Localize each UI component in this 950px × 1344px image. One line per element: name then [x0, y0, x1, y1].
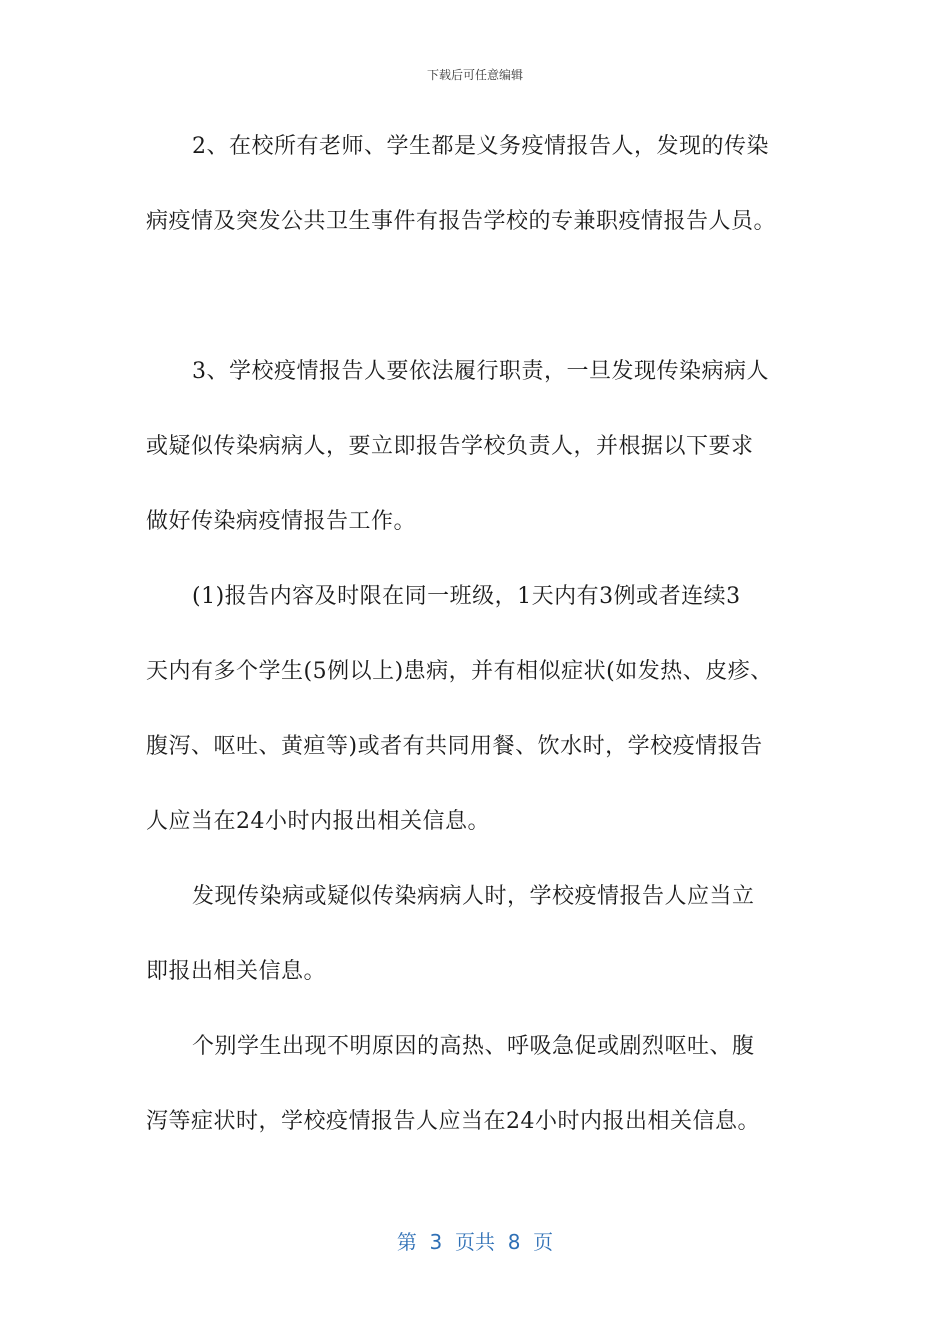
paragraph-line: 泻等症状时，学校疫情报告人应当在24小时内报出相关信息。: [146, 1109, 760, 1134]
paragraph-line: 做好传染病疫情报告工作。: [146, 509, 417, 534]
paragraph-line: 病疫情及突发公共卫生事件有报告学校的专兼职疫情报告人员。: [146, 209, 777, 234]
paragraph-line: 人应当在24小时内报出相关信息。: [146, 809, 490, 834]
paragraph-line: (1)报告内容及时限在同一班级，1天内有3例或者连续3: [192, 584, 741, 609]
page-number: 第 3 页共 8 页: [396, 1230, 554, 1254]
paragraph-line: 或疑似传染病病人，要立即报告学校负责人，并根据以下要求: [146, 434, 754, 459]
paragraph-line: 即报出相关信息。: [146, 959, 327, 984]
paragraph-line: 天内有多个学生(5例以上)患病，并有相似症状(如发热、皮疹、: [146, 659, 773, 684]
paragraph-line: 个别学生出现不明原因的高热、呼吸急促或剧烈呕吐、腹: [192, 1034, 755, 1059]
paragraph-line: 腹泻、呕吐、黄疸等)或者有共同用餐、饮水时，学校疫情报告: [146, 734, 763, 759]
paragraph-line: 2、在校所有老师、学生都是义务疫情报告人，发现的传染: [192, 134, 769, 159]
paragraph-line: 3、学校疫情报告人要依法履行职责，一旦发现传染病病人: [192, 359, 769, 384]
paragraph-line: 发现传染病或疑似传染病病人时，学校疫情报告人应当立: [192, 884, 755, 909]
download-note: 下载后可任意编辑: [426, 68, 523, 82]
